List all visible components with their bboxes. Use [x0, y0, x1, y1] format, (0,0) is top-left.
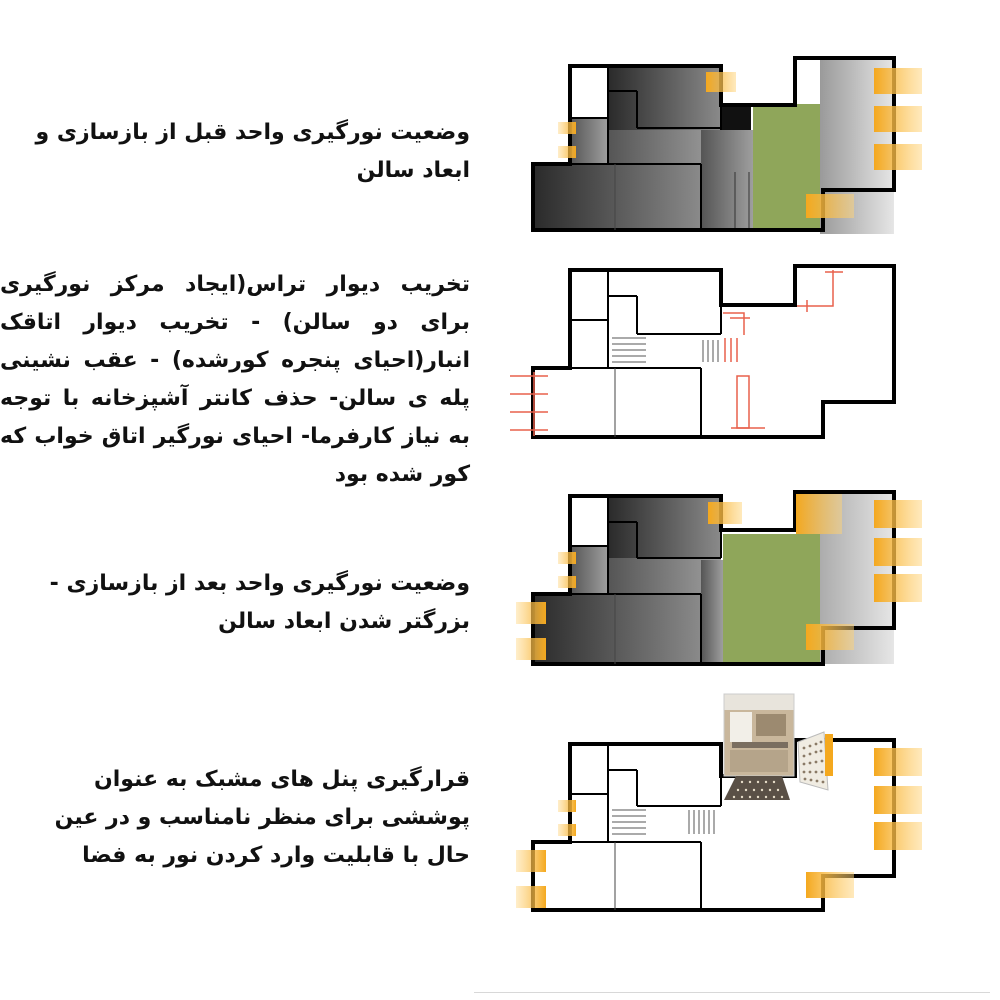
bottom-divider — [474, 992, 990, 993]
caption-perforated-panels: قرارگیری پنل های مشبک به عنوان پوششی برای منظر نامناسب و در عین حال با قابلیت وارد کردن نور به فضا — [54, 767, 470, 868]
perforated-panel — [798, 732, 833, 790]
caption-after-renovation: وضعیت نورگیری واحد بعد از بازسازی - بزرگتر شدن ابعاد سالن — [49, 571, 470, 634]
plan-before — [533, 58, 922, 234]
plan-demolition — [510, 266, 894, 437]
caption-before-renovation: وضعیت نورگیری واحد قبل از بازسازی و ابعاد سالن — [35, 120, 470, 183]
plan-panels — [516, 694, 922, 910]
plan-after — [516, 492, 922, 664]
caption-demolition: تخریب دیوار تراس(ایجاد مرکز نورگیری برای دو سالن) - تخریب دیوار اتاقک انبار(احیای پنجره کورشده) - عقب نشینی پله ی سالن- حذف کانتر آشپزخانه با توجه به نیاز کارفرما- احیای نورگیر اتاق خواب که کور شده بود — [0, 272, 470, 487]
window-view-photo — [724, 694, 794, 776]
